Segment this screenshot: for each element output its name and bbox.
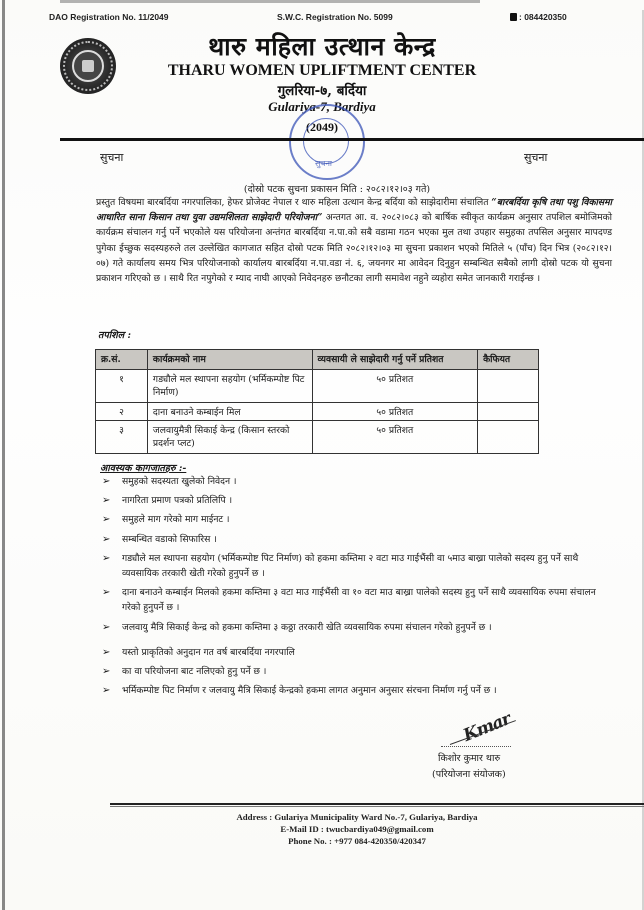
header-divider bbox=[60, 138, 644, 141]
body-intro: प्रस्तुत विषयमा बारबर्दिया नगरपालिका, हेफर प्रोजेक्ट नेपाल र थारु महिला उत्थान केन्द्र बर्दिया को साझेदारीमा संचालित bbox=[96, 197, 492, 208]
arrow-bullet-icon: ➢ bbox=[102, 476, 111, 487]
list-item bbox=[102, 585, 612, 615]
footer-email: E-Mail ID : twucbardiya049@gmail.com bbox=[280, 824, 434, 834]
publication-date: (दोस्रो पटक सुचना प्रकासन मिति : २०८२।१२।०३ गते) bbox=[243, 184, 431, 195]
footer-contact bbox=[0, 811, 644, 847]
list-item-text: भर्मिकम्पोष्ट पिट निर्माण र जलवायु मैत्रि सिकाई केन्द्रको हकमा लागत अनुमान अनुसार संरचना निर्माण गर्नु पर्ने छ । bbox=[122, 685, 497, 697]
list-item bbox=[102, 645, 612, 660]
notice-label-left: सुचना bbox=[100, 151, 124, 164]
row-remarks bbox=[478, 370, 539, 403]
required-documents-list bbox=[102, 474, 612, 702]
organization-address-nepali: गुलरिया-७, बर्दिया bbox=[277, 83, 367, 99]
swc-registration: S.W.C. Registration No. 5099 bbox=[277, 12, 393, 22]
row-sn: ३ bbox=[96, 421, 148, 454]
notice-label-stamp: सुचना bbox=[315, 159, 332, 168]
list-item-text: समुहको सदस्यता खुलेको निवेदन । bbox=[122, 476, 237, 487]
list-item-text: गड्यौले मल स्थापना सहयोग (भर्मिकम्पोष्ट पिट निर्माण) को हकमा कम्तिमा २ वटा माउ गाईभैंसी वा ५माउ बाख्रा पालेको सदस्य हुनु पर्ने साथै व्यवसायिक तरकारी खेती गरेको हुनुपर्ने छ । bbox=[122, 552, 579, 580]
row-percent: ५० प्रतिशत bbox=[312, 403, 478, 421]
list-item bbox=[102, 620, 612, 635]
notice-body bbox=[96, 195, 612, 286]
list-item-text: सम्बन्धित वडाको सिफारिस । bbox=[122, 533, 217, 545]
list-item bbox=[102, 683, 612, 698]
phone-icon bbox=[510, 13, 517, 21]
signatory-name: किशोर कुमार थारु bbox=[438, 753, 501, 764]
signature-line bbox=[441, 746, 511, 747]
registration-row bbox=[0, 12, 644, 26]
list-item-text: नागरिता प्रमाण पत्रको प्रतिलिपि । bbox=[122, 495, 233, 507]
row-remarks bbox=[478, 421, 539, 454]
signature-scrawl: Kmar bbox=[460, 709, 514, 746]
list-item bbox=[102, 474, 612, 489]
header-phone-number: : 084420350 bbox=[519, 12, 567, 22]
row-percent: ५० प्रतिशत bbox=[312, 421, 478, 454]
row-remarks bbox=[478, 403, 539, 421]
arrow-bullet-icon: ➢ bbox=[102, 685, 111, 697]
footer-phone: Phone No. : +977 084-420350/420347 bbox=[288, 836, 426, 846]
arrow-bullet-icon: ➢ bbox=[102, 552, 111, 564]
table-row bbox=[96, 403, 539, 421]
list-item-text: जलवायु मैत्रि सिकाई केन्द्र को हकमा कम्तिमा ३ कठ्ठा तरकारी खेति व्यवसायिक रुपमा संचालन गरेको हुनुपर्ने छ । bbox=[122, 621, 492, 633]
row-percent: ५० प्रतिशत bbox=[312, 370, 478, 403]
dao-registration: DAO Registration No. 11/2049 bbox=[49, 12, 169, 22]
arrow-bullet-icon: ➢ bbox=[102, 587, 111, 599]
notice-label-right: सुचना bbox=[524, 151, 548, 164]
column-header-remarks: कैफियत bbox=[478, 350, 539, 370]
footer-address: Address : Gulariya Municipality Ward No.-7, Gulariya, Bardiya bbox=[236, 812, 478, 822]
table-header-row bbox=[96, 350, 539, 370]
details-label: तपशिल : bbox=[98, 330, 131, 341]
organization-address-english: Gulariya-7, Bardiya bbox=[268, 99, 376, 114]
footer-divider-thin bbox=[110, 806, 644, 807]
column-header-percent: व्यवसायी ले साझेदारी गर्नु पर्ने प्रतिशत bbox=[312, 350, 478, 370]
required-documents-label: आवस्यक कागजातहरु :- bbox=[100, 463, 187, 474]
organization-established-year: (2049) bbox=[306, 120, 338, 134]
arrow-bullet-icon: ➢ bbox=[102, 666, 111, 678]
header-phone bbox=[510, 12, 567, 22]
column-header-program: कार्यक्रमको नाम bbox=[147, 350, 312, 370]
row-sn: २ bbox=[96, 403, 148, 421]
column-header-sn: क्र.सं. bbox=[96, 350, 148, 370]
list-item bbox=[102, 551, 612, 581]
table-row bbox=[96, 421, 539, 454]
table-row bbox=[96, 370, 539, 403]
body-rest: अन्तगत आ. व. २०८२।०८३ को बार्षिक स्वीकृत कार्यक्रम अनुसार तपशिल बमोजिमको कार्यक्रम संचालन गर्नु पर्ने भएकोले यस परियोजना अन्तंगत बारबर्दिया न.पा.को सबै वडामा गठन भएका मुल तथा उपहार समुहका तपसिल अनुसार मापदण्ड पुगेका ईच्छुक सदस्यहरुले तल उल्लेखित कागजात सहित दोस्रो पटक मिति २०८२।१२।०३ मा सुचना प्रकाशन भएको मितिले ५ (पाँच) दिन भित्र (२०८२।१२।०७) गते कार्यालय समय भित्र परियोजनाको कार्यालय बारबर्दिया न.पा.वडा नं. ६, जयनगर मा आवेदन दिनुहुन सम्बन्धित सबैको लागी दोस्रो पटक यो सुचना प्रकाशन गरिएको छ । साथै रित नपुगेको र म्याद नाघी आएको निवेदनहरु छनौटका लागी समावेश नहुने व्यहोरा समेत जानकारी गराईन्छ । bbox=[96, 212, 613, 285]
list-item bbox=[102, 512, 612, 527]
arrow-bullet-icon: ➢ bbox=[102, 495, 111, 507]
arrow-bullet-icon: ➢ bbox=[102, 533, 111, 545]
footer-divider bbox=[110, 803, 644, 805]
row-program: गड्यौले मल स्थापना सहयोग (भर्मिकम्पोष्ट पिट निर्माण) bbox=[147, 370, 312, 403]
arrow-bullet-icon: ➢ bbox=[102, 621, 111, 633]
list-item-text: दाना बनाउने कम्बाईन मिलको हकमा कम्तिमा ३ वटा माउ गाईभैंसी वा १० वटा माउ बाख्रा पालेको सदस्य हुनु पर्ने साथै व्यवसायिक रुपमा संचालन गरेको हुनुपर्ने छ । bbox=[122, 587, 596, 614]
row-program: दाना बनाउने कम्बाईन मिल bbox=[147, 403, 312, 421]
organization-name-english: THARU WOMEN UPLIFTMENT CENTER bbox=[167, 62, 477, 79]
project-name: “बारबर्दिया कृषि तथा पशु विकासमा आधारित साना किसान तथा युवा उद्यमशिलता साझेदारी परियोजना” bbox=[96, 197, 612, 224]
arrow-bullet-icon: ➢ bbox=[102, 646, 111, 658]
list-item bbox=[102, 493, 612, 508]
scan-edge-top bbox=[60, 0, 480, 3]
program-table bbox=[95, 349, 539, 454]
arrow-bullet-icon: ➢ bbox=[102, 514, 111, 526]
list-item bbox=[102, 532, 612, 547]
list-item-text: समुहले माग गरेको माग माईनट । bbox=[122, 514, 230, 526]
organization-name-nepali: थारु महिला उत्थान केन्द्र bbox=[208, 32, 436, 61]
list-item bbox=[102, 664, 612, 679]
row-sn: १ bbox=[96, 370, 148, 403]
list-item-text: यस्तो प्राकृतिको अनुदान गत वर्ष बारबर्दिया नगरपालि bbox=[122, 646, 295, 658]
signatory-title: (परियोजना संयोजक) bbox=[432, 769, 506, 780]
row-program: जलवायुमैत्री सिकाई केन्द्र (किसान स्तरको प्रदर्शन प्लट) bbox=[147, 421, 312, 454]
scan-edge-left bbox=[2, 0, 5, 910]
list-item-text: का वा परियोजना बाट नलिएको हुनु पर्ने छ । bbox=[122, 666, 267, 678]
